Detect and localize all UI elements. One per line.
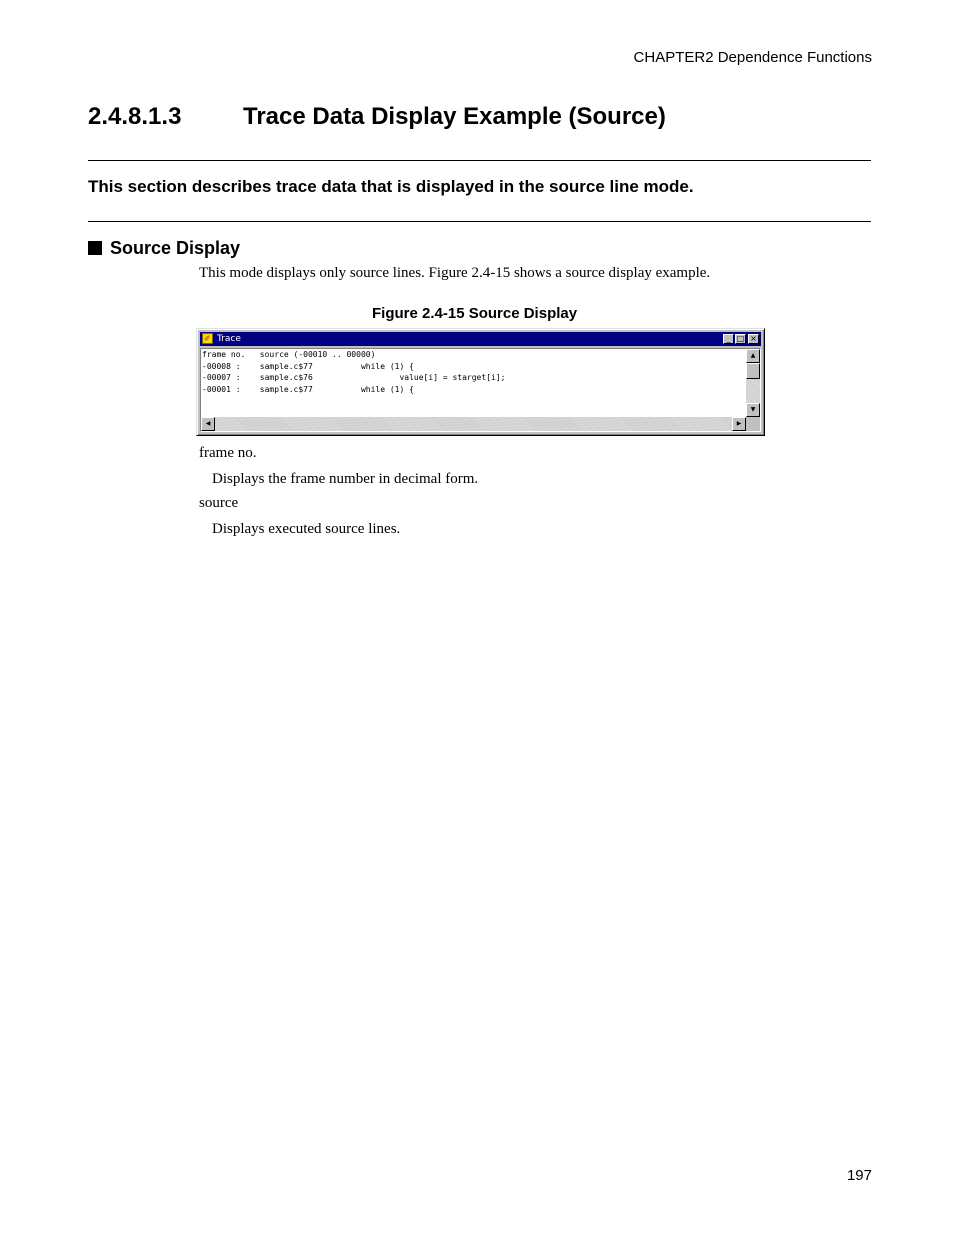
- close-icon: ×: [750, 334, 757, 343]
- definition-term-frame-no: frame no.: [199, 445, 257, 461]
- section-title: Trace Data Display Example (Source): [243, 103, 666, 130]
- section-summary: This section describes trace data that is displayed in the source line mode.: [88, 177, 694, 196]
- scroll-down-button[interactable]: [746, 403, 760, 417]
- minimize-button[interactable]: [723, 334, 734, 344]
- trace-line: -00001 : sample.c$77 while (1) {: [202, 384, 414, 394]
- trace-content-area[interactable]: [200, 348, 761, 432]
- chapter-header: CHAPTER2 Dependence Functions: [633, 49, 872, 66]
- scroll-up-button[interactable]: [746, 349, 760, 363]
- scrollbar-corner: [746, 417, 760, 431]
- arrow-left-icon: ◀: [205, 420, 211, 427]
- section-heading: [88, 103, 666, 131]
- subsection-heading: [88, 238, 240, 259]
- subsection-title: Source Display: [110, 238, 241, 258]
- vertical-scrollbar[interactable]: [746, 349, 760, 417]
- definition-desc-source: Displays executed source lines.: [212, 521, 401, 537]
- trace-line: -00008 : sample.c$77 while (1) {: [202, 361, 414, 371]
- trace-app-icon[interactable]: ✐: [202, 333, 213, 344]
- arrow-up-icon: ▲: [750, 352, 756, 359]
- scroll-right-button[interactable]: [732, 417, 746, 431]
- subsection-intro: This mode displays only source lines. Figure 2.4-15 shows a source display example.: [199, 265, 711, 281]
- arrow-down-icon: ▼: [750, 406, 756, 413]
- trace-output: [202, 349, 505, 395]
- maximize-icon: □: [736, 334, 745, 343]
- window-titlebar[interactable]: [200, 332, 761, 346]
- divider-top: [88, 160, 871, 161]
- trace-line-header: frame no. source (-00010 .. 00000): [202, 350, 376, 359]
- definition-term-source: source: [199, 495, 239, 511]
- maximize-button[interactable]: [735, 334, 746, 344]
- trace-window: [196, 328, 765, 436]
- page-number: 197: [846, 1167, 872, 1184]
- divider-bottom: [88, 221, 871, 222]
- horizontal-scrollbar[interactable]: [201, 417, 746, 431]
- window-title: Trace: [217, 334, 241, 344]
- definition-desc-frame-no: Displays the frame number in decimal form.: [212, 471, 479, 487]
- trace-line: -00007 : sample.c$76 value[i] = starget[i];: [202, 373, 506, 382]
- vertical-scroll-thumb[interactable]: [746, 363, 760, 379]
- square-bullet-icon: [88, 241, 102, 255]
- close-button[interactable]: [748, 334, 759, 344]
- minimize-icon: _: [726, 334, 731, 343]
- scroll-left-button[interactable]: [201, 417, 215, 431]
- figure-caption: Figure 2.4-15 Source Display: [372, 305, 578, 322]
- section-number: 2.4.8.1.3: [88, 103, 182, 130]
- arrow-right-icon: ▶: [736, 420, 742, 427]
